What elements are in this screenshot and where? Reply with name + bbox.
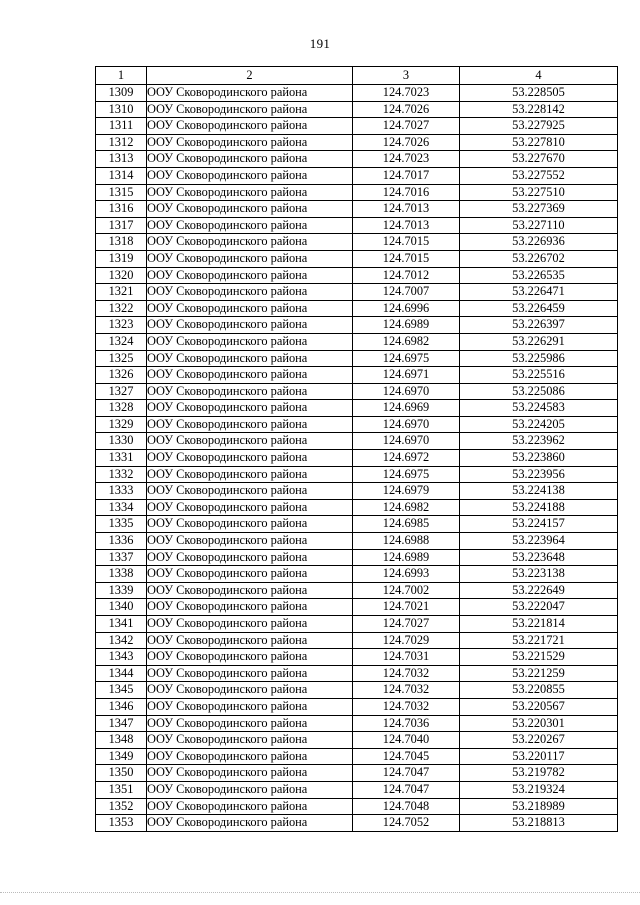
- table-row: [96, 649, 618, 666]
- latitude-cell: 53.227369: [460, 201, 618, 218]
- organization-cell: ООУ Сковородинского района: [147, 765, 353, 782]
- organization-cell: ООУ Сковородинского района: [147, 284, 353, 301]
- latitude-cell: 53.226535: [460, 267, 618, 284]
- table-row: [96, 300, 618, 317]
- table-row: [96, 317, 618, 334]
- table-row: [96, 167, 618, 184]
- row-number-cell: 1348: [96, 732, 147, 749]
- row-number-cell: 1335: [96, 516, 147, 533]
- organization-cell: ООУ Сковородинского района: [147, 167, 353, 184]
- organization-cell: ООУ Сковородинского района: [147, 582, 353, 599]
- longitude-cell: 124.6989: [353, 317, 460, 334]
- latitude-cell: 53.227670: [460, 151, 618, 168]
- organization-cell: ООУ Сковородинского района: [147, 184, 353, 201]
- longitude-cell: 124.6972: [353, 450, 460, 467]
- table-row: [96, 267, 618, 284]
- table-row: [96, 516, 618, 533]
- table-row: [96, 732, 618, 749]
- table-row: [96, 549, 618, 566]
- row-number-cell: 1336: [96, 533, 147, 550]
- organization-cell: ООУ Сковородинского района: [147, 516, 353, 533]
- longitude-cell: 124.6970: [353, 383, 460, 400]
- latitude-cell: 53.224583: [460, 400, 618, 417]
- organization-cell: ООУ Сковородинского района: [147, 632, 353, 649]
- longitude-cell: 124.6971: [353, 367, 460, 384]
- table-row: [96, 533, 618, 550]
- latitude-cell: 53.218989: [460, 798, 618, 815]
- row-number-cell: 1340: [96, 599, 147, 616]
- longitude-cell: 124.6979: [353, 483, 460, 500]
- column-header-longitude: 3: [353, 67, 460, 85]
- latitude-cell: 53.227810: [460, 134, 618, 151]
- row-number-cell: 1312: [96, 134, 147, 151]
- table-row: [96, 151, 618, 168]
- organization-cell: ООУ Сковородинского района: [147, 234, 353, 251]
- longitude-cell: 124.7017: [353, 167, 460, 184]
- column-header-latitude: 4: [460, 67, 618, 85]
- table-body: [96, 85, 618, 832]
- table-row: [96, 765, 618, 782]
- longitude-cell: 124.7026: [353, 101, 460, 118]
- table-row: [96, 566, 618, 583]
- row-number-cell: 1316: [96, 201, 147, 218]
- longitude-cell: 124.7045: [353, 748, 460, 765]
- table-row: [96, 333, 618, 350]
- organization-cell: ООУ Сковородинского района: [147, 616, 353, 633]
- row-number-cell: 1346: [96, 698, 147, 715]
- table-row: [96, 632, 618, 649]
- table-row: [96, 416, 618, 433]
- organization-cell: ООУ Сковородинского района: [147, 815, 353, 832]
- table-row: [96, 483, 618, 500]
- longitude-cell: 124.7052: [353, 815, 460, 832]
- table-row: [96, 433, 618, 450]
- longitude-cell: 124.7047: [353, 765, 460, 782]
- row-number-cell: 1344: [96, 665, 147, 682]
- longitude-cell: 124.7015: [353, 234, 460, 251]
- row-number-cell: 1347: [96, 715, 147, 732]
- organization-cell: ООУ Сковородинского района: [147, 317, 353, 334]
- row-number-cell: 1337: [96, 549, 147, 566]
- latitude-cell: 53.221259: [460, 665, 618, 682]
- table-row: [96, 217, 618, 234]
- latitude-cell: 53.219324: [460, 781, 618, 798]
- longitude-cell: 124.7036: [353, 715, 460, 732]
- row-number-cell: 1338: [96, 566, 147, 583]
- row-number-cell: 1352: [96, 798, 147, 815]
- latitude-cell: 53.224188: [460, 499, 618, 516]
- longitude-cell: 124.6988: [353, 533, 460, 550]
- latitude-cell: 53.223962: [460, 433, 618, 450]
- row-number-cell: 1326: [96, 367, 147, 384]
- organization-cell: ООУ Сковородинского района: [147, 118, 353, 135]
- longitude-cell: 124.7023: [353, 85, 460, 102]
- organization-cell: ООУ Сковородинского района: [147, 367, 353, 384]
- longitude-cell: 124.7032: [353, 665, 460, 682]
- organization-cell: ООУ Сковородинского района: [147, 85, 353, 102]
- latitude-cell: 53.222649: [460, 582, 618, 599]
- organization-cell: ООУ Сковородинского района: [147, 450, 353, 467]
- table-row: [96, 101, 618, 118]
- latitude-cell: 53.221529: [460, 649, 618, 666]
- footer-divider: [0, 892, 640, 893]
- organization-cell: ООУ Сковородинского района: [147, 250, 353, 267]
- organization-cell: ООУ Сковородинского района: [147, 599, 353, 616]
- latitude-cell: 53.223964: [460, 533, 618, 550]
- longitude-cell: 124.7048: [353, 798, 460, 815]
- row-number-cell: 1328: [96, 400, 147, 417]
- longitude-cell: 124.6975: [353, 466, 460, 483]
- table-row: [96, 665, 618, 682]
- organization-cell: ООУ Сковородинского района: [147, 466, 353, 483]
- row-number-cell: 1332: [96, 466, 147, 483]
- row-number-cell: 1325: [96, 350, 147, 367]
- longitude-cell: 124.7002: [353, 582, 460, 599]
- organization-cell: ООУ Сковородинского района: [147, 781, 353, 798]
- row-number-cell: 1330: [96, 433, 147, 450]
- column-header-name: 2: [147, 67, 353, 85]
- row-number-cell: 1351: [96, 781, 147, 798]
- row-number-cell: 1341: [96, 616, 147, 633]
- longitude-cell: 124.6982: [353, 499, 460, 516]
- latitude-cell: 53.227510: [460, 184, 618, 201]
- row-number-cell: 1315: [96, 184, 147, 201]
- row-number-cell: 1314: [96, 167, 147, 184]
- latitude-cell: 53.221814: [460, 616, 618, 633]
- organization-cell: ООУ Сковородинского района: [147, 715, 353, 732]
- organization-cell: ООУ Сковородинского района: [147, 400, 353, 417]
- latitude-cell: 53.221721: [460, 632, 618, 649]
- row-number-cell: 1342: [96, 632, 147, 649]
- table-row: [96, 682, 618, 699]
- longitude-cell: 124.7026: [353, 134, 460, 151]
- table-row: [96, 616, 618, 633]
- longitude-cell: 124.7027: [353, 616, 460, 633]
- row-number-cell: 1309: [96, 85, 147, 102]
- latitude-cell: 53.225516: [460, 367, 618, 384]
- organization-cell: ООУ Сковородинского района: [147, 798, 353, 815]
- longitude-cell: 124.6970: [353, 433, 460, 450]
- organization-cell: ООУ Сковородинского района: [147, 649, 353, 666]
- column-header-number: 1: [96, 67, 147, 85]
- organization-cell: ООУ Сковородинского района: [147, 300, 353, 317]
- table-row: [96, 815, 618, 832]
- organization-cell: ООУ Сковородинского района: [147, 333, 353, 350]
- latitude-cell: 53.220267: [460, 732, 618, 749]
- longitude-cell: 124.7012: [353, 267, 460, 284]
- organization-cell: ООУ Сковородинского района: [147, 134, 353, 151]
- row-number-cell: 1327: [96, 383, 147, 400]
- table-row: [96, 798, 618, 815]
- longitude-cell: 124.6970: [353, 416, 460, 433]
- latitude-cell: 53.226459: [460, 300, 618, 317]
- row-number-cell: 1310: [96, 101, 147, 118]
- longitude-cell: 124.6996: [353, 300, 460, 317]
- table-row: [96, 499, 618, 516]
- longitude-cell: 124.7047: [353, 781, 460, 798]
- row-number-cell: 1311: [96, 118, 147, 135]
- row-number-cell: 1324: [96, 333, 147, 350]
- organization-cell: ООУ Сковородинского района: [147, 499, 353, 516]
- table-row: [96, 599, 618, 616]
- latitude-cell: 53.225086: [460, 383, 618, 400]
- longitude-cell: 124.7029: [353, 632, 460, 649]
- organization-cell: ООУ Сковородинского района: [147, 201, 353, 218]
- page-number: 191: [309, 36, 331, 51]
- coordinates-table: [95, 66, 618, 832]
- row-number-cell: 1319: [96, 250, 147, 267]
- longitude-cell: 124.7032: [353, 698, 460, 715]
- latitude-cell: 53.223648: [460, 549, 618, 566]
- table-row: [96, 450, 618, 467]
- row-number-cell: 1321: [96, 284, 147, 301]
- row-number-cell: 1339: [96, 582, 147, 599]
- table-row: [96, 250, 618, 267]
- latitude-cell: 53.222047: [460, 599, 618, 616]
- organization-cell: ООУ Сковородинского района: [147, 217, 353, 234]
- longitude-cell: 124.6985: [353, 516, 460, 533]
- longitude-cell: 124.7027: [353, 118, 460, 135]
- latitude-cell: 53.219782: [460, 765, 618, 782]
- organization-cell: ООУ Сковородинского района: [147, 566, 353, 583]
- row-number-cell: 1313: [96, 151, 147, 168]
- table-row: [96, 466, 618, 483]
- row-number-cell: 1353: [96, 815, 147, 832]
- latitude-cell: 53.226471: [460, 284, 618, 301]
- table-row: [96, 781, 618, 798]
- row-number-cell: 1331: [96, 450, 147, 467]
- longitude-cell: 124.6993: [353, 566, 460, 583]
- organization-cell: ООУ Сковородинского района: [147, 483, 353, 500]
- longitude-cell: 124.6989: [353, 549, 460, 566]
- row-number-cell: 1349: [96, 748, 147, 765]
- row-number-cell: 1322: [96, 300, 147, 317]
- table-row: [96, 201, 618, 218]
- row-number-cell: 1320: [96, 267, 147, 284]
- table-row: [96, 715, 618, 732]
- organization-cell: ООУ Сковородинского района: [147, 549, 353, 566]
- latitude-cell: 53.220855: [460, 682, 618, 699]
- latitude-cell: 53.220567: [460, 698, 618, 715]
- latitude-cell: 53.228505: [460, 85, 618, 102]
- latitude-cell: 53.226702: [460, 250, 618, 267]
- table-row: [96, 367, 618, 384]
- latitude-cell: 53.227552: [460, 167, 618, 184]
- row-number-cell: 1334: [96, 499, 147, 516]
- latitude-cell: 53.223138: [460, 566, 618, 583]
- longitude-cell: 124.7007: [353, 284, 460, 301]
- organization-cell: ООУ Сковородинского района: [147, 698, 353, 715]
- table-row: [96, 184, 618, 201]
- organization-cell: ООУ Сковородинского района: [147, 350, 353, 367]
- table-row: [96, 698, 618, 715]
- longitude-cell: 124.7013: [353, 217, 460, 234]
- row-number-cell: 1333: [96, 483, 147, 500]
- table-row: [96, 284, 618, 301]
- longitude-cell: 124.7015: [353, 250, 460, 267]
- organization-cell: ООУ Сковородинского района: [147, 383, 353, 400]
- row-number-cell: 1329: [96, 416, 147, 433]
- latitude-cell: 53.226291: [460, 333, 618, 350]
- table-row: [96, 118, 618, 135]
- latitude-cell: 53.224205: [460, 416, 618, 433]
- longitude-cell: 124.7032: [353, 682, 460, 699]
- latitude-cell: 53.220301: [460, 715, 618, 732]
- latitude-cell: 53.220117: [460, 748, 618, 765]
- latitude-cell: 53.227925: [460, 118, 618, 135]
- row-number-cell: 1318: [96, 234, 147, 251]
- organization-cell: ООУ Сковородинского района: [147, 267, 353, 284]
- table-row: [96, 383, 618, 400]
- organization-cell: ООУ Сковородинского района: [147, 416, 353, 433]
- latitude-cell: 53.223956: [460, 466, 618, 483]
- table-row: [96, 400, 618, 417]
- latitude-cell: 53.224138: [460, 483, 618, 500]
- row-number-cell: 1323: [96, 317, 147, 334]
- organization-cell: ООУ Сковородинского района: [147, 665, 353, 682]
- row-number-cell: 1317: [96, 217, 147, 234]
- row-number-cell: 1345: [96, 682, 147, 699]
- organization-cell: ООУ Сковородинского района: [147, 748, 353, 765]
- organization-cell: ООУ Сковородинского района: [147, 101, 353, 118]
- table-row: [96, 85, 618, 102]
- table-header-row: [96, 67, 618, 85]
- longitude-cell: 124.7013: [353, 201, 460, 218]
- latitude-cell: 53.224157: [460, 516, 618, 533]
- organization-cell: ООУ Сковородинского района: [147, 682, 353, 699]
- organization-cell: ООУ Сковородинского района: [147, 732, 353, 749]
- row-number-cell: 1350: [96, 765, 147, 782]
- latitude-cell: 53.226936: [460, 234, 618, 251]
- organization-cell: ООУ Сковородинского района: [147, 151, 353, 168]
- latitude-cell: 53.223860: [460, 450, 618, 467]
- latitude-cell: 53.227110: [460, 217, 618, 234]
- row-number-cell: 1343: [96, 649, 147, 666]
- organization-cell: ООУ Сковородинского района: [147, 533, 353, 550]
- latitude-cell: 53.226397: [460, 317, 618, 334]
- longitude-cell: 124.6982: [353, 333, 460, 350]
- table-row: [96, 748, 618, 765]
- longitude-cell: 124.6975: [353, 350, 460, 367]
- organization-cell: ООУ Сковородинского района: [147, 433, 353, 450]
- longitude-cell: 124.7040: [353, 732, 460, 749]
- longitude-cell: 124.7016: [353, 184, 460, 201]
- table-row: [96, 234, 618, 251]
- latitude-cell: 53.225986: [460, 350, 618, 367]
- longitude-cell: 124.7023: [353, 151, 460, 168]
- longitude-cell: 124.7031: [353, 649, 460, 666]
- longitude-cell: 124.6969: [353, 400, 460, 417]
- table-row: [96, 350, 618, 367]
- latitude-cell: 53.228142: [460, 101, 618, 118]
- table-row: [96, 134, 618, 151]
- latitude-cell: 53.218813: [460, 815, 618, 832]
- longitude-cell: 124.7021: [353, 599, 460, 616]
- table-row: [96, 582, 618, 599]
